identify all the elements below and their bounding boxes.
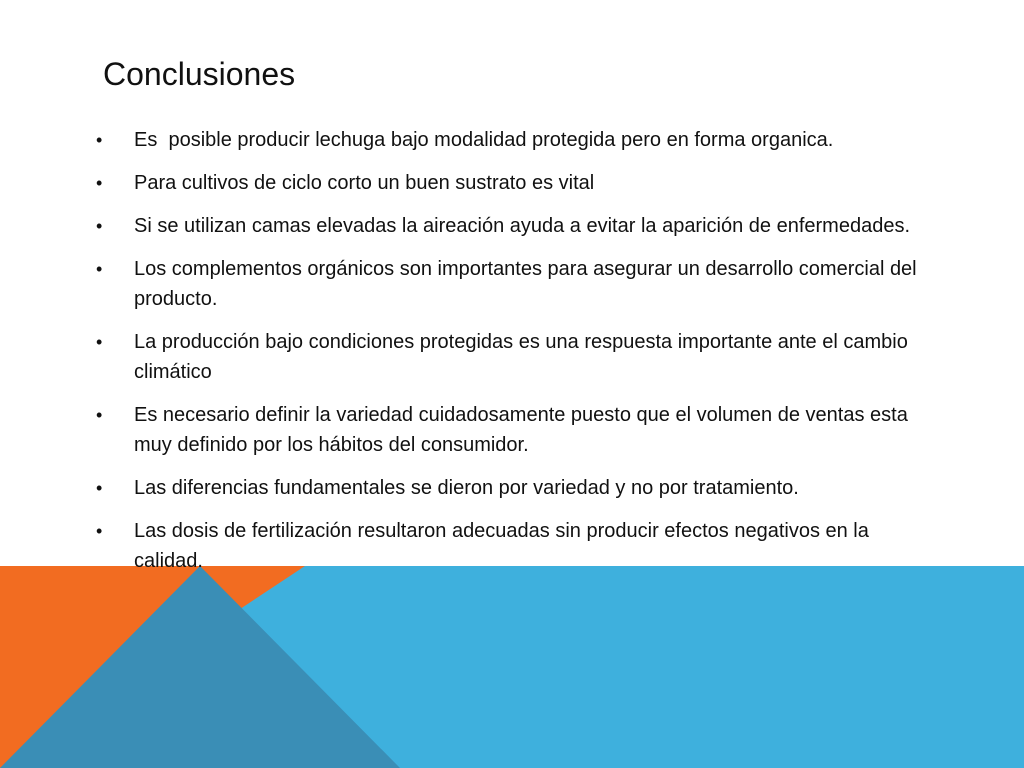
bullet-text: Para cultivos de ciclo corto un buen sustrato es vital bbox=[134, 172, 595, 194]
bullet-text: Los complementos orgánicos son importantes para asegurar un desarrollo comercial del producto. bbox=[134, 258, 923, 310]
bullet-icon: • bbox=[96, 259, 103, 279]
list-item bbox=[96, 125, 926, 155]
bullet-icon: • bbox=[96, 216, 103, 236]
bullet-text: Si se utilizan camas elevadas la aireación ayuda a evitar la aparición de enfermedades. bbox=[134, 215, 911, 237]
list-item bbox=[96, 168, 926, 198]
list-item bbox=[96, 254, 926, 314]
bullet-icon: • bbox=[96, 521, 103, 541]
bullet-icon: • bbox=[96, 478, 103, 498]
bullet-text: Es necesario definir la variedad cuidadosamente puesto que el volumen de ventas esta muy definido por los hábitos del consumidor. bbox=[134, 404, 914, 456]
bullet-text: Es posible producir lechuga bajo modalidad protegida pero en forma organica. bbox=[134, 129, 834, 151]
list-item bbox=[96, 327, 926, 387]
bullet-text: Las diferencias fundamentales se dieron por variedad y no por tratamiento. bbox=[134, 477, 799, 499]
list-item bbox=[96, 211, 926, 241]
bullet-icon: • bbox=[96, 130, 103, 150]
bullet-icon: • bbox=[96, 332, 103, 352]
slide-title: Conclusiones bbox=[103, 56, 296, 92]
bullet-text: La producción bajo condiciones protegidas es una respuesta importante ante el cambio climático bbox=[134, 331, 914, 383]
list-item bbox=[96, 400, 926, 460]
list-item bbox=[96, 473, 926, 503]
bullet-icon: • bbox=[96, 173, 103, 193]
bullet-text: Las dosis de fertilización resultaron adecuadas sin producir efectos negativos en la calidad. bbox=[134, 520, 875, 572]
bullet-list bbox=[96, 125, 926, 589]
bullet-icon: • bbox=[96, 405, 103, 425]
list-item bbox=[96, 516, 926, 576]
